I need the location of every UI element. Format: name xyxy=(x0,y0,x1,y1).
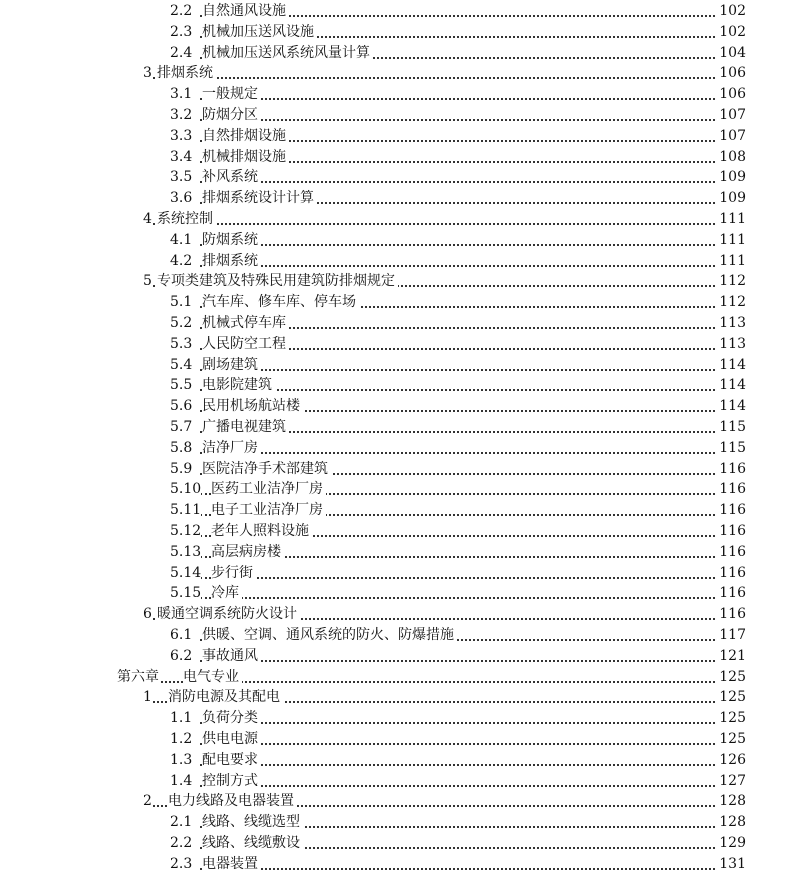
dot-leader xyxy=(200,181,715,183)
toc-entry[interactable] xyxy=(0,84,795,104)
dot-leader xyxy=(200,244,715,246)
toc-entry-number: 6.1 xyxy=(170,627,193,643)
toc-entry[interactable] xyxy=(0,230,795,250)
toc-entry-number: 5.14 xyxy=(170,564,202,581)
toc-entry[interactable] xyxy=(0,563,795,583)
toc-entry-title: 洁净厂房 xyxy=(202,438,261,458)
toc-entry-number: 5.4 xyxy=(170,356,193,373)
toc-entry-number: 第六章 xyxy=(117,668,159,685)
toc-entry[interactable] xyxy=(0,583,795,603)
toc-entry-title: 广播电视建筑 xyxy=(202,417,289,437)
toc-entry-page: 115 xyxy=(719,419,746,435)
toc-entry-title: 消防电源及其配电 xyxy=(168,687,283,707)
toc-entry-number: 4 xyxy=(143,211,152,227)
toc-entry-title: 防烟分区 xyxy=(202,105,261,125)
toc-entry[interactable] xyxy=(0,63,795,83)
toc-entry-page: 107 xyxy=(719,127,746,144)
toc-entry[interactable] xyxy=(0,479,795,499)
toc-entry-title: 冷库 xyxy=(211,583,242,603)
toc-entry-page: 116 xyxy=(719,502,746,519)
toc-entry[interactable] xyxy=(0,188,795,208)
toc-entry-title: 自然通风设施 xyxy=(202,1,289,21)
toc-entry-page: 108 xyxy=(719,148,746,165)
toc-entry-title: 机械加压送风系统风量计算 xyxy=(202,43,373,63)
toc-entry[interactable] xyxy=(0,438,795,458)
dot-leader xyxy=(200,597,715,599)
toc-entry[interactable] xyxy=(0,854,795,874)
toc-entry-page: 129 xyxy=(719,835,746,851)
toc-entry-page: 113 xyxy=(719,335,746,352)
toc-entry-title: 电力线路及电器装置 xyxy=(168,791,297,811)
dot-leader xyxy=(200,98,715,100)
toc-entry[interactable] xyxy=(0,417,795,437)
toc-entry-page: 112 xyxy=(719,273,746,290)
toc-entry[interactable] xyxy=(0,729,795,749)
toc-entry-page: 114 xyxy=(719,398,746,415)
toc-entry[interactable] xyxy=(0,334,795,354)
toc-entry-number: 5.2 xyxy=(170,315,193,331)
toc-entry[interactable] xyxy=(0,687,795,707)
toc-entry[interactable] xyxy=(0,396,795,416)
toc-entry-number: 5.3 xyxy=(170,335,193,352)
toc-entry[interactable] xyxy=(0,708,795,728)
toc-entry-number: 2.4 xyxy=(170,44,193,61)
toc-entry-number: 6.2 xyxy=(170,647,193,664)
toc-entry-page: 128 xyxy=(719,814,746,831)
toc-entry-title: 专项类建筑及特殊民用建筑防排烟规定 xyxy=(157,271,398,291)
toc-entry[interactable] xyxy=(0,251,795,271)
dot-leader xyxy=(200,389,715,391)
toc-entry[interactable] xyxy=(0,542,795,562)
toc-entry-title: 负荷分类 xyxy=(202,708,261,728)
toc-entry-title: 电影院建筑 xyxy=(202,375,275,395)
toc-entry-page: 125 xyxy=(719,710,746,727)
dot-leader xyxy=(150,223,715,225)
toc-entry-number: 5.10 xyxy=(170,481,202,498)
dot-leader xyxy=(200,660,715,662)
toc-entry-page: 126 xyxy=(719,751,746,768)
toc-entry[interactable] xyxy=(0,22,795,42)
toc-entry-page: 127 xyxy=(719,772,746,789)
toc-entry-number: 5.12 xyxy=(170,523,202,539)
toc-entry[interactable] xyxy=(0,750,795,770)
toc-entry-page: 104 xyxy=(719,44,746,61)
toc-entry-page: 102 xyxy=(719,3,746,19)
dot-leader xyxy=(200,577,715,579)
toc-entry-page: 125 xyxy=(719,731,746,747)
toc-entry-number: 2.3 xyxy=(170,855,193,872)
toc-entry-page: 115 xyxy=(719,439,746,456)
toc-entry[interactable] xyxy=(0,375,795,395)
toc-entry-title: 供暖、空调、通风系统的防火、防爆措施 xyxy=(202,625,457,645)
toc-entry-number: 5.6 xyxy=(170,398,193,415)
toc-entry-page: 128 xyxy=(719,793,746,810)
toc-entry[interactable] xyxy=(0,355,795,375)
toc-entry-page: 113 xyxy=(719,315,746,331)
toc-entry[interactable] xyxy=(0,209,795,229)
toc-entry-number: 5.15 xyxy=(170,585,202,602)
toc-entry-page: 111 xyxy=(719,211,746,227)
toc-entry-number: 3.6 xyxy=(170,190,193,207)
toc-entry-page: 109 xyxy=(719,169,746,186)
toc-entry-page: 112 xyxy=(719,294,746,311)
toc-entry[interactable] xyxy=(0,604,795,624)
toc-entry-title: 一般规定 xyxy=(202,84,261,104)
toc-entry-number: 2.3 xyxy=(170,23,193,40)
toc-entry-page: 106 xyxy=(719,65,746,82)
toc-entry[interactable] xyxy=(0,625,795,645)
toc-entry-title: 电子工业洁净厂房 xyxy=(211,500,326,520)
toc-entry-page: 125 xyxy=(719,668,746,685)
toc-entry-page: 117 xyxy=(719,627,746,643)
toc-entry[interactable] xyxy=(0,105,795,125)
toc-entry[interactable] xyxy=(0,1,795,21)
toc-entry-number: 1.2 xyxy=(170,731,193,747)
toc-entry-page: 131 xyxy=(719,855,746,872)
toc-entry-number: 3.5 xyxy=(170,169,193,186)
dot-leader xyxy=(200,764,715,766)
toc-entry-title: 老年人照料设施 xyxy=(211,521,312,541)
toc-entry-title: 控制方式 xyxy=(202,771,261,791)
toc-entry-page: 109 xyxy=(719,190,746,207)
toc-entry-title: 自然排烟设施 xyxy=(202,126,289,146)
toc-entry[interactable] xyxy=(0,500,795,520)
toc-entry-title: 系统控制 xyxy=(157,209,216,229)
toc-entry-title: 排烟系统 xyxy=(157,63,216,83)
toc-entry-number: 3.3 xyxy=(170,127,193,144)
toc-entry-number: 5.9 xyxy=(170,460,193,477)
toc-entry[interactable] xyxy=(0,292,795,312)
toc-entry-number: 2.2 xyxy=(170,3,193,19)
toc-entry-title: 供电电源 xyxy=(202,729,261,749)
toc-entry[interactable] xyxy=(0,167,795,187)
toc-entry-title: 机械排烟设施 xyxy=(202,147,289,167)
toc-entry-page: 114 xyxy=(719,356,746,373)
toc-entry[interactable] xyxy=(0,147,795,167)
toc-entry-number: 2.2 xyxy=(170,835,193,851)
dot-leader xyxy=(200,785,715,787)
toc-entry-page: 116 xyxy=(719,606,746,623)
toc-entry-page: 116 xyxy=(719,481,746,498)
toc-entry[interactable] xyxy=(0,812,795,832)
toc-entry[interactable] xyxy=(0,313,795,333)
toc-entry[interactable] xyxy=(0,646,795,666)
dot-leader xyxy=(150,77,715,79)
toc-entry-title: 暖通空调系统防火设计 xyxy=(157,604,300,624)
toc-entry-title: 机械式停车库 xyxy=(202,313,289,333)
toc-entry-number: 5.8 xyxy=(170,439,193,456)
toc-entry-page: 116 xyxy=(719,585,746,602)
toc-entry-title: 步行街 xyxy=(211,563,256,583)
toc-entry-title: 配电要求 xyxy=(202,750,261,770)
toc-entry-title: 高层病房楼 xyxy=(211,542,284,562)
toc-entry-page: 107 xyxy=(719,107,746,123)
toc-entry-title: 剧场建筑 xyxy=(202,355,261,375)
toc-entry-title: 汽车库、修车库、停车场 xyxy=(202,292,359,312)
toc-entry-number: 2 xyxy=(143,793,152,810)
toc-entry-title: 线路、线缆选型 xyxy=(202,812,303,832)
toc-entry-page: 116 xyxy=(719,460,746,477)
toc-entry-page: 111 xyxy=(719,252,746,269)
toc-entry-page: 125 xyxy=(719,689,746,706)
toc-entry-title: 医药工业洁净厂房 xyxy=(211,479,326,499)
dot-leader xyxy=(200,743,715,745)
toc-entry-number: 1 xyxy=(143,689,152,706)
toc-entry-number: 5 xyxy=(143,273,152,290)
toc-entry-number: 3.2 xyxy=(170,107,193,123)
dot-leader xyxy=(200,369,715,371)
toc-entry-title: 医院洁净手术部建筑 xyxy=(202,459,331,479)
toc-entry-title: 排烟系统设计计算 xyxy=(202,188,317,208)
toc-entry-title: 防烟系统 xyxy=(202,230,261,250)
toc-entry[interactable] xyxy=(0,791,795,811)
toc-entry-number: 2.1 xyxy=(170,814,193,831)
toc-entry-page: 114 xyxy=(719,377,746,394)
toc-entry-number: 1.1 xyxy=(170,710,193,727)
toc-entry-page: 116 xyxy=(719,564,746,581)
dot-leader xyxy=(200,265,715,267)
toc-entry-title: 电气专业 xyxy=(183,667,242,687)
toc-entry-number: 3.1 xyxy=(170,86,193,103)
toc-entry-number: 3.4 xyxy=(170,148,193,165)
toc-entry-title: 民用机场航站楼 xyxy=(202,396,303,416)
toc-entry-number: 5.1 xyxy=(170,294,193,311)
toc-entry[interactable] xyxy=(0,833,795,853)
toc-entry[interactable] xyxy=(0,126,795,146)
toc-entry-number: 5.5 xyxy=(170,377,193,394)
dot-leader xyxy=(200,722,715,724)
toc-entry-number: 6 xyxy=(143,606,152,623)
toc-entry-title: 线路、线缆敷设 xyxy=(202,833,303,853)
toc-entry-number: 5.13 xyxy=(170,543,202,560)
toc-entry-number: 1.4 xyxy=(170,772,193,789)
toc-entry-title: 事故通风 xyxy=(202,646,261,666)
toc-entry-title: 电器装置 xyxy=(202,854,261,874)
toc-entry-number: 4.1 xyxy=(170,231,193,248)
toc-entry-title: 补风系统 xyxy=(202,167,261,187)
toc-entry-page: 116 xyxy=(719,543,746,560)
dot-leader xyxy=(200,452,715,454)
toc-entry-number: 5.7 xyxy=(170,419,193,435)
toc-entry-page: 121 xyxy=(719,647,746,664)
toc-entry-page: 106 xyxy=(719,86,746,103)
toc-entry-number: 3 xyxy=(143,65,152,82)
toc-entry-title: 排烟系统 xyxy=(202,251,261,271)
toc-entry[interactable] xyxy=(0,521,795,541)
toc-entry-number: 4.2 xyxy=(170,252,193,269)
toc-entry-title: 人民防空工程 xyxy=(202,334,289,354)
toc-entry[interactable] xyxy=(0,459,795,479)
dot-leader xyxy=(200,119,715,121)
toc-entry-title: 机械加压送风设施 xyxy=(202,22,317,42)
toc-entry[interactable] xyxy=(0,667,795,687)
toc-entry-page: 102 xyxy=(719,23,746,40)
toc-entry[interactable] xyxy=(0,43,795,63)
dot-leader xyxy=(200,868,715,870)
toc-entry-page: 116 xyxy=(719,523,746,539)
toc-entry[interactable] xyxy=(0,271,795,291)
toc-entry-page: 111 xyxy=(719,231,746,248)
toc-entry[interactable] xyxy=(0,771,795,791)
toc-entry-number: 1.3 xyxy=(170,751,193,768)
toc-entry-number: 5.11 xyxy=(170,502,202,519)
